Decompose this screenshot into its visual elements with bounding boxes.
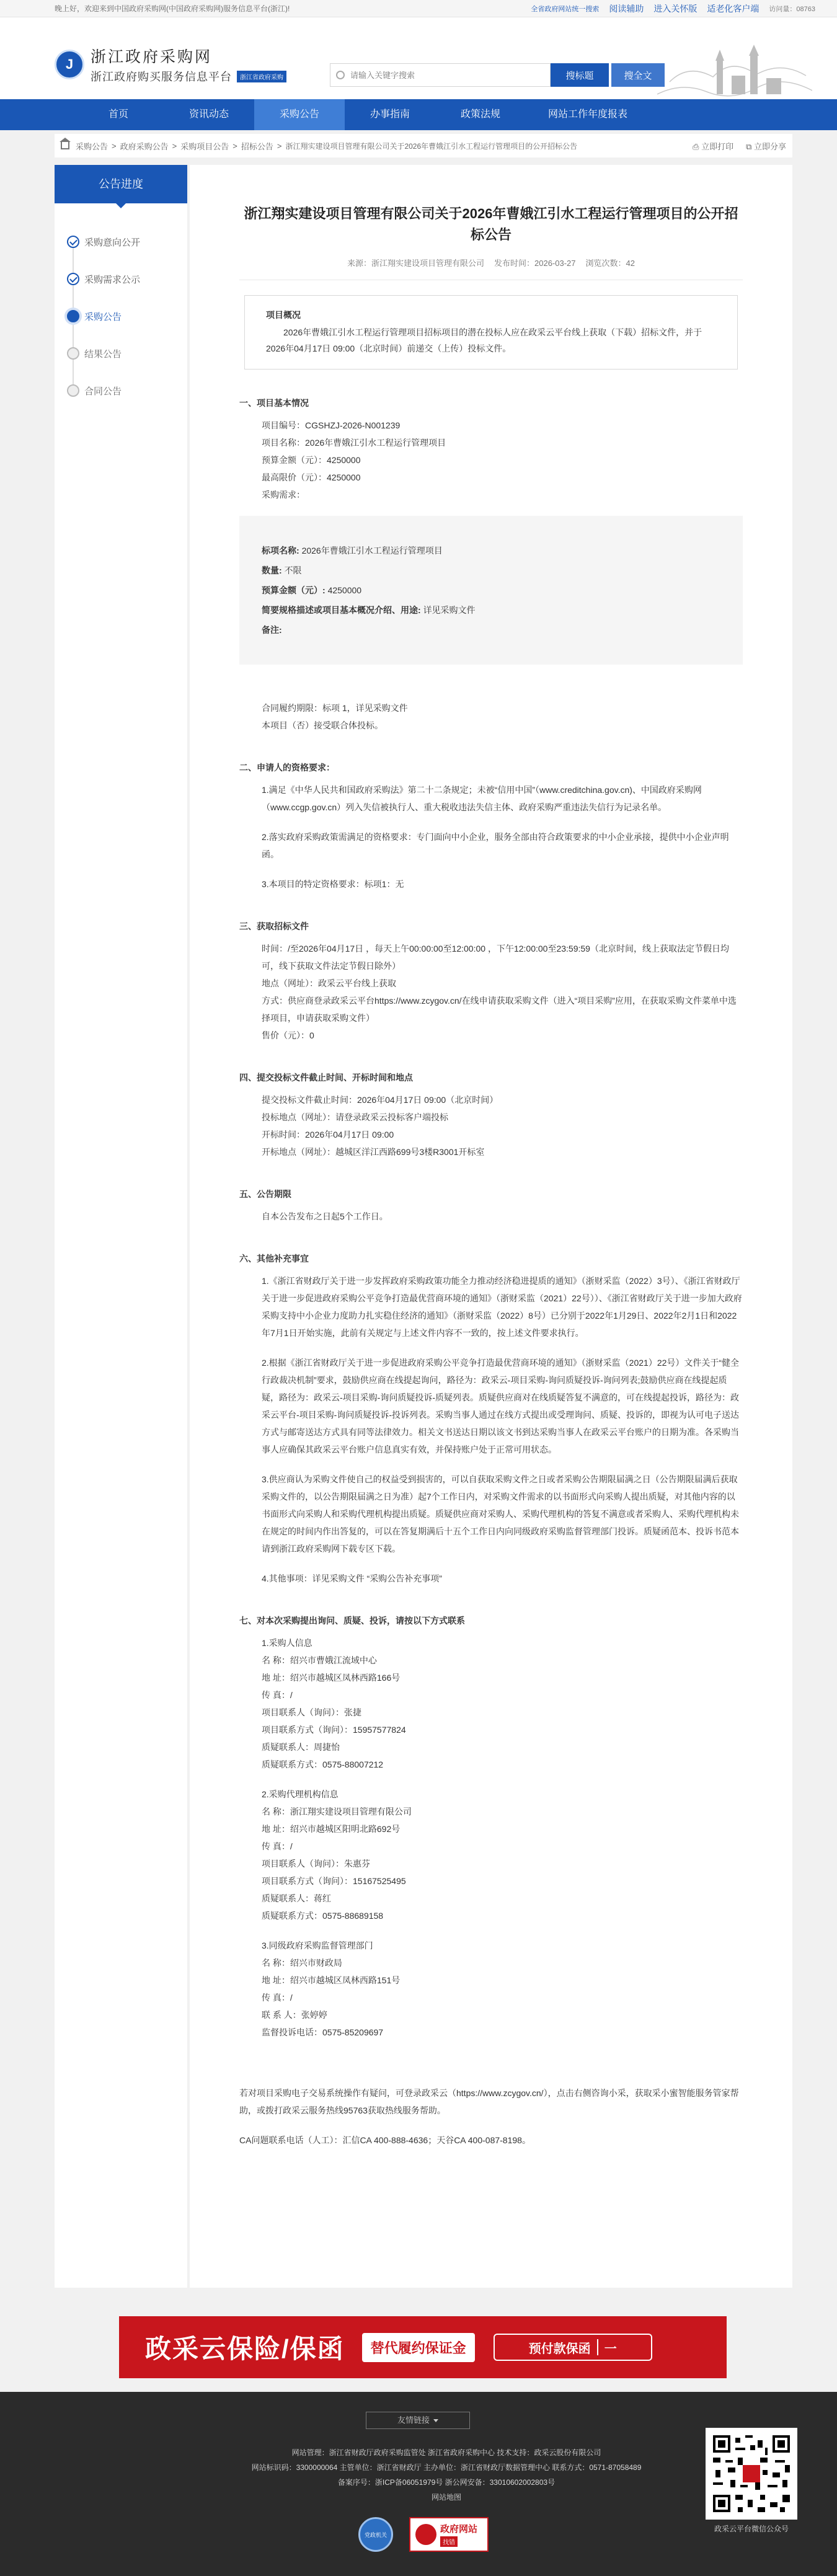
search-title-button[interactable]: 搜标题 — [551, 63, 609, 87]
qr-code-icon — [711, 2433, 792, 2515]
search-fulltext-button[interactable]: 搜全文 — [611, 63, 665, 87]
logo-emblem-icon: J — [55, 50, 84, 79]
site-title: 浙江政府采购网 — [91, 48, 213, 66]
article-meta: 来源：浙江翔实建设项目管理有限公司 发布时间：2026-03-27 浏览次数：42 — [347, 259, 635, 268]
sitemap-link[interactable]: 网站地图 — [431, 2493, 461, 2502]
breadcrumb: 采购公告 > 政府采购公告 > 采购项目公告 > 招标公告 > 浙江翔实建设项目管理有限公司关于2026年曹娥江引水工程运行管理项目的公开招标公告 ⎙ 立即打印 ⧉ 立即分享 — [55, 134, 792, 157]
welcome-text: 晚上好，欢迎来到中国政府采购网(中国政府采购网)服务信息平台(浙江)! — [55, 4, 290, 13]
project-summary: 项目概况 2026年曹娥江引水工程运行管理项目招标项目的潜在投标人应在政采云平台线上获取（下载）招标文件，并于2026年04月17日 09:00（北京时间）前递交（上传）投标文件。 — [244, 295, 738, 370]
progress-sidebar — [55, 165, 187, 2288]
reading-aid-link[interactable]: 阅读辅助 — [609, 3, 644, 14]
check-icon — [67, 236, 79, 248]
step-contract[interactable]: 合同公告 — [55, 372, 187, 409]
search-bar — [330, 63, 665, 87]
section-deadline: 四、提交投标文件截止时间、开标时间和地点 提交投标文件截止时间：2026年04月17日 09:00（北京时间） 投标地点（网址）：请登录政采云投标客户端投标 开标时间：2026年04月17日 09:00 开标地点（网址）：越城区洋江西路699号3楼R3001开标室 — [239, 1073, 498, 1157]
print-button[interactable]: ⎙ 立即打印 — [693, 141, 734, 151]
site-tag: 浙江省政府采购 — [237, 71, 286, 82]
pending-dot-icon — [67, 384, 79, 397]
footer — [0, 2392, 837, 2576]
top-links — [531, 2, 815, 15]
section-obtain-documents: 三、获取招标文件 时间：/至2026年04月17日 ，每天上午00:00:00至12:00:00 ，下午12:00:00至23:59:59（北京时间，线上获取法定节假日均可，线下获取文件法定节假日除外） 地点（网址）：政采云平台线上获取 方式：供应商登录政采云平台https://www.zcygov.cn/在线申请获取采购文件（进入“项目采购”应用，在获取采购文件菜单中选择项目，申请获取采购文件） 售价（元）：0 — [239, 921, 737, 1040]
banner-headline: 政采云保险/保函 — [145, 2334, 345, 2363]
site-subtitle: 浙江政府购买服务信息平台 — [91, 71, 232, 83]
banner-tag: 预付款保函 一 — [494, 2334, 652, 2361]
home-icon[interactable] — [61, 142, 69, 149]
section-supplementary: 六、其他补充事宜 1.《浙江省财政厅关于进一步发挥政府采购政策功能全力推动经济稳进提质的通知》（浙财采监（2022）3号）、《浙江省财政厅关于进一步促进政府采购公平竞争打造最优营商环境的通知》（浙财采监（2021）22号））、《浙江省财政厅关于进一步加大政府采购支持中小企业力度助力扎实稳住经济的通知》（浙财采监（2022）8号）已分别于2022年1月29日、2022年2月1日和2022年7月1日开始实施，此前有关规定与上述文件内容不一致的，按上述文件要求执行。 2.根据《浙江省财政厅关于进一步促进政府采购公平竞争打造最优营商环境的通知》（浙财采监（2021）22号）文件关于“健全行政裁决机制”要求，鼓励供应商在线提起询问，路径为：政采云-项目采购-询问质疑投诉-询问列表;鼓励供应商在线提起质疑，路径为：政采云-项目采购-询问质疑投诉-质疑列表。质疑供应商对在线质疑答复不满意的，可在线提起投诉，路径为：政采云平台-项目采购-询问质疑投诉-投诉列表。采购当事人通过在线方式提出或受理询问、质疑、投诉的，即视为认可电子送达方式与邮寄送达方式具有同等法律效力。相关文书送达日期以该文书到达采购当事人在政采云平台账户的日期为准。各采购当事人应确保其政采云平台账户信息真实有效，并保持账户处于正常可用状态。 3.供应商认为采购文件使自己的权益受到损害的，可以自获取采购文件之日或者采购公告期限届满之日（公告期限届满后获取采购文件的，以公告期限届满之日为准）起7个工作日内，对采购文件需求的以书面形式向采购人提出质疑，对其他内容的以书面形式向采购人和采购代理机构提出质疑。质疑供应商对采购人、采购代理机构的答复不满意或者采购人、采购代理机构未在规定的时间内作出答复的，可以在答复期满后十五个工作日内向同级政府采购监督管理部门投诉。质疑函范本、投诉书范本请到浙江政府采购网下载专区下载。 4.其他事项：详见采购文件 “采购公告补充事项” — [239, 1254, 742, 1583]
main-area — [55, 165, 792, 2288]
nav-annual-report[interactable]: 网站工作年度报表 — [547, 109, 627, 120]
breadcrumb-item[interactable]: 政府采购公告 — [120, 141, 169, 151]
step-notice[interactable]: 采购公告 — [55, 298, 187, 335]
search-input[interactable] — [330, 63, 551, 87]
friend-links-select[interactable]: 友情链接 — [366, 2412, 470, 2429]
section-basic-info: 一、项目基本情况 项目编号：CGSHZJ-2026-N001239 项目名称：2026年曹娥江引水工程运行管理项目 预算金额（元）：4250000 最高限价（元）：4250000 采购需求： 标项名称: 2026年曹娥江引水工程运行管理项目 数量: 不限 预算金额（元）: 4250000 简要规格描述或项目基本概况介绍、用途: 详见采购文件 备注: 合同履约期限：标项 1，详见采购文件 本项目（否）接受联合体投标。 — [239, 394, 743, 734]
step-intention[interactable]: 采购意向公开 — [55, 223, 187, 260]
breadcrumb-current: 浙江翔实建设项目管理有限公司关于2026年曹娥江引水工程运行管理项目的公开招标公告 — [285, 141, 578, 151]
header — [0, 17, 837, 99]
nav-news[interactable]: 资讯动态 — [188, 109, 229, 120]
share-icon: ⧉ — [746, 141, 754, 151]
share-button[interactable]: ⧉ 立即分享 — [746, 141, 786, 151]
search-icon — [336, 71, 345, 79]
party-gov-badge[interactable]: 党政机关 — [358, 2517, 393, 2552]
qr-caption: 政采云平台微信公众号 — [714, 2525, 789, 2533]
step-demand[interactable]: 采购需求公示 — [55, 260, 187, 298]
chevron-down-icon — [433, 2419, 438, 2422]
insurance-banner[interactable] — [119, 2316, 727, 2378]
section-contacts: 七、对本次采购提出询问、质疑、投诉，请按以下方式联系 1.采购人信息 名 称：绍兴市曹娥江流域中心 地 址：绍兴市越城区凤林西路166号 传 真：/ 项目联系人（询问）：张捷 项目联系方式（询问）：15957577824 质疑联系人：周捷怡 质疑联系方式：0575-88007212 2.采购代理机构信息 名 称：浙江翔实建设项目管理有限公司 地 址：绍兴市越城区阳明北路692号 传 真：/ 项目联系人（询问）：朱惠芬 项目联系方式（询问）：15167525495 质疑联系人：蒋红 质疑联系方式：0575-88689158 3.同级政府采购监督管理部门 名 称：绍兴市财政局 地 址：绍兴市越城区凤林西路151号 传 真：/ 联 系 人：张婷婷 监督投诉电话：0575-85209697 — [239, 1616, 465, 2037]
article-title: 浙江翔实建设项目管理有限公司关于2026年曹娥江引水工程运行管理项目的公开招标公告 — [244, 206, 738, 242]
footer-info: 网站管理：浙江省财政厅政府采购监管处 浙江省政府采购中心 技术支持：政采云股份有限公司 网站标识码：3300000064 主管单位：浙江省财政厅 主办单位：浙江省财政厅数据管理中心 联系方式：0571-87058489 备案序号：浙ICP备06051979号 浙公网安备：33010602002803号 网站地图 — [251, 2448, 642, 2502]
breadcrumb-item[interactable]: 招标公告 — [241, 141, 273, 151]
site-logo[interactable] — [55, 45, 286, 84]
wechat-qr-code — [706, 2428, 797, 2520]
city-skyline-illustration — [657, 38, 812, 98]
gov-search-link[interactable]: 全省政府网站统一搜索 — [531, 5, 600, 13]
main-nav — [0, 99, 837, 130]
printer-icon: ⎙ — [693, 141, 702, 151]
nav-policy[interactable]: 政策法规 — [460, 109, 500, 120]
nav-procurement-notices[interactable]: 采购公告 — [254, 99, 345, 130]
nav-home[interactable]: 首页 — [108, 109, 128, 120]
active-dot-icon — [67, 310, 79, 322]
sidebar-title: 公告进度 — [55, 165, 187, 203]
top-bar — [0, 0, 837, 17]
section-notice-period: 五、公告期限 自本公告发布之日起5个工作日。 — [239, 1189, 388, 1221]
breadcrumb-item[interactable]: 采购项目公告 — [180, 141, 229, 151]
care-mode-link[interactable]: 进入关怀版 — [653, 3, 698, 14]
elderly-client-link[interactable]: 适老化客户端 — [707, 3, 760, 14]
step-result[interactable]: 结果公告 — [55, 335, 187, 372]
banner-subline: 替代履约保证金 — [362, 2333, 475, 2362]
system-help: 若对项目采购电子交易系统操作有疑问，可登录政采云（https://www.zcygov.cn/），点击右侧咨询小采，获取采小蜜智能服务管家帮助，或拨打政采云服务热线95763获取热线服务帮助。 CA问题联系电话（人工）：汇信CA 400-888-4636；天谷CA 400-087-8198。 — [239, 2088, 739, 2145]
lot-info-box: 标项名称: 2026年曹娥江引水工程运行管理项目 数量: 不限 预算金额（元）: 4250000 简要规格描述或项目基本概况介绍、用途: 详见采购文件 备注: — [239, 516, 743, 665]
gov-site-error-badge[interactable]: 政府网站 找错 — [409, 2517, 489, 2552]
check-icon — [67, 273, 79, 285]
breadcrumb-item[interactable]: 采购公告 — [76, 141, 108, 151]
visit-count: 访问量：08763 — [769, 5, 815, 13]
article — [190, 165, 792, 2288]
section-qualifications: 二、申请人的资格要求： 1.满足《中华人民共和国政府采购法》第二十二条规定；未被“信用中国”（www.creditchina.gov.cn)、中国政府采购网（www.ccgp.gov.cn）列入失信被执行人、重大税收违法失信主体、政府采购严重违法失信行为记录名单。 2.落实政府采购政策需满足的资格要求：专门面向中小企业，服务全部由符合政策要求的中小企业承接，提供中小企业声明函。 3.本项目的特定资格要求：标项1：无 — [239, 763, 729, 889]
nav-guide[interactable]: 办事指南 — [370, 109, 410, 120]
pending-dot-icon — [67, 347, 79, 360]
emblem-icon — [415, 2524, 436, 2545]
